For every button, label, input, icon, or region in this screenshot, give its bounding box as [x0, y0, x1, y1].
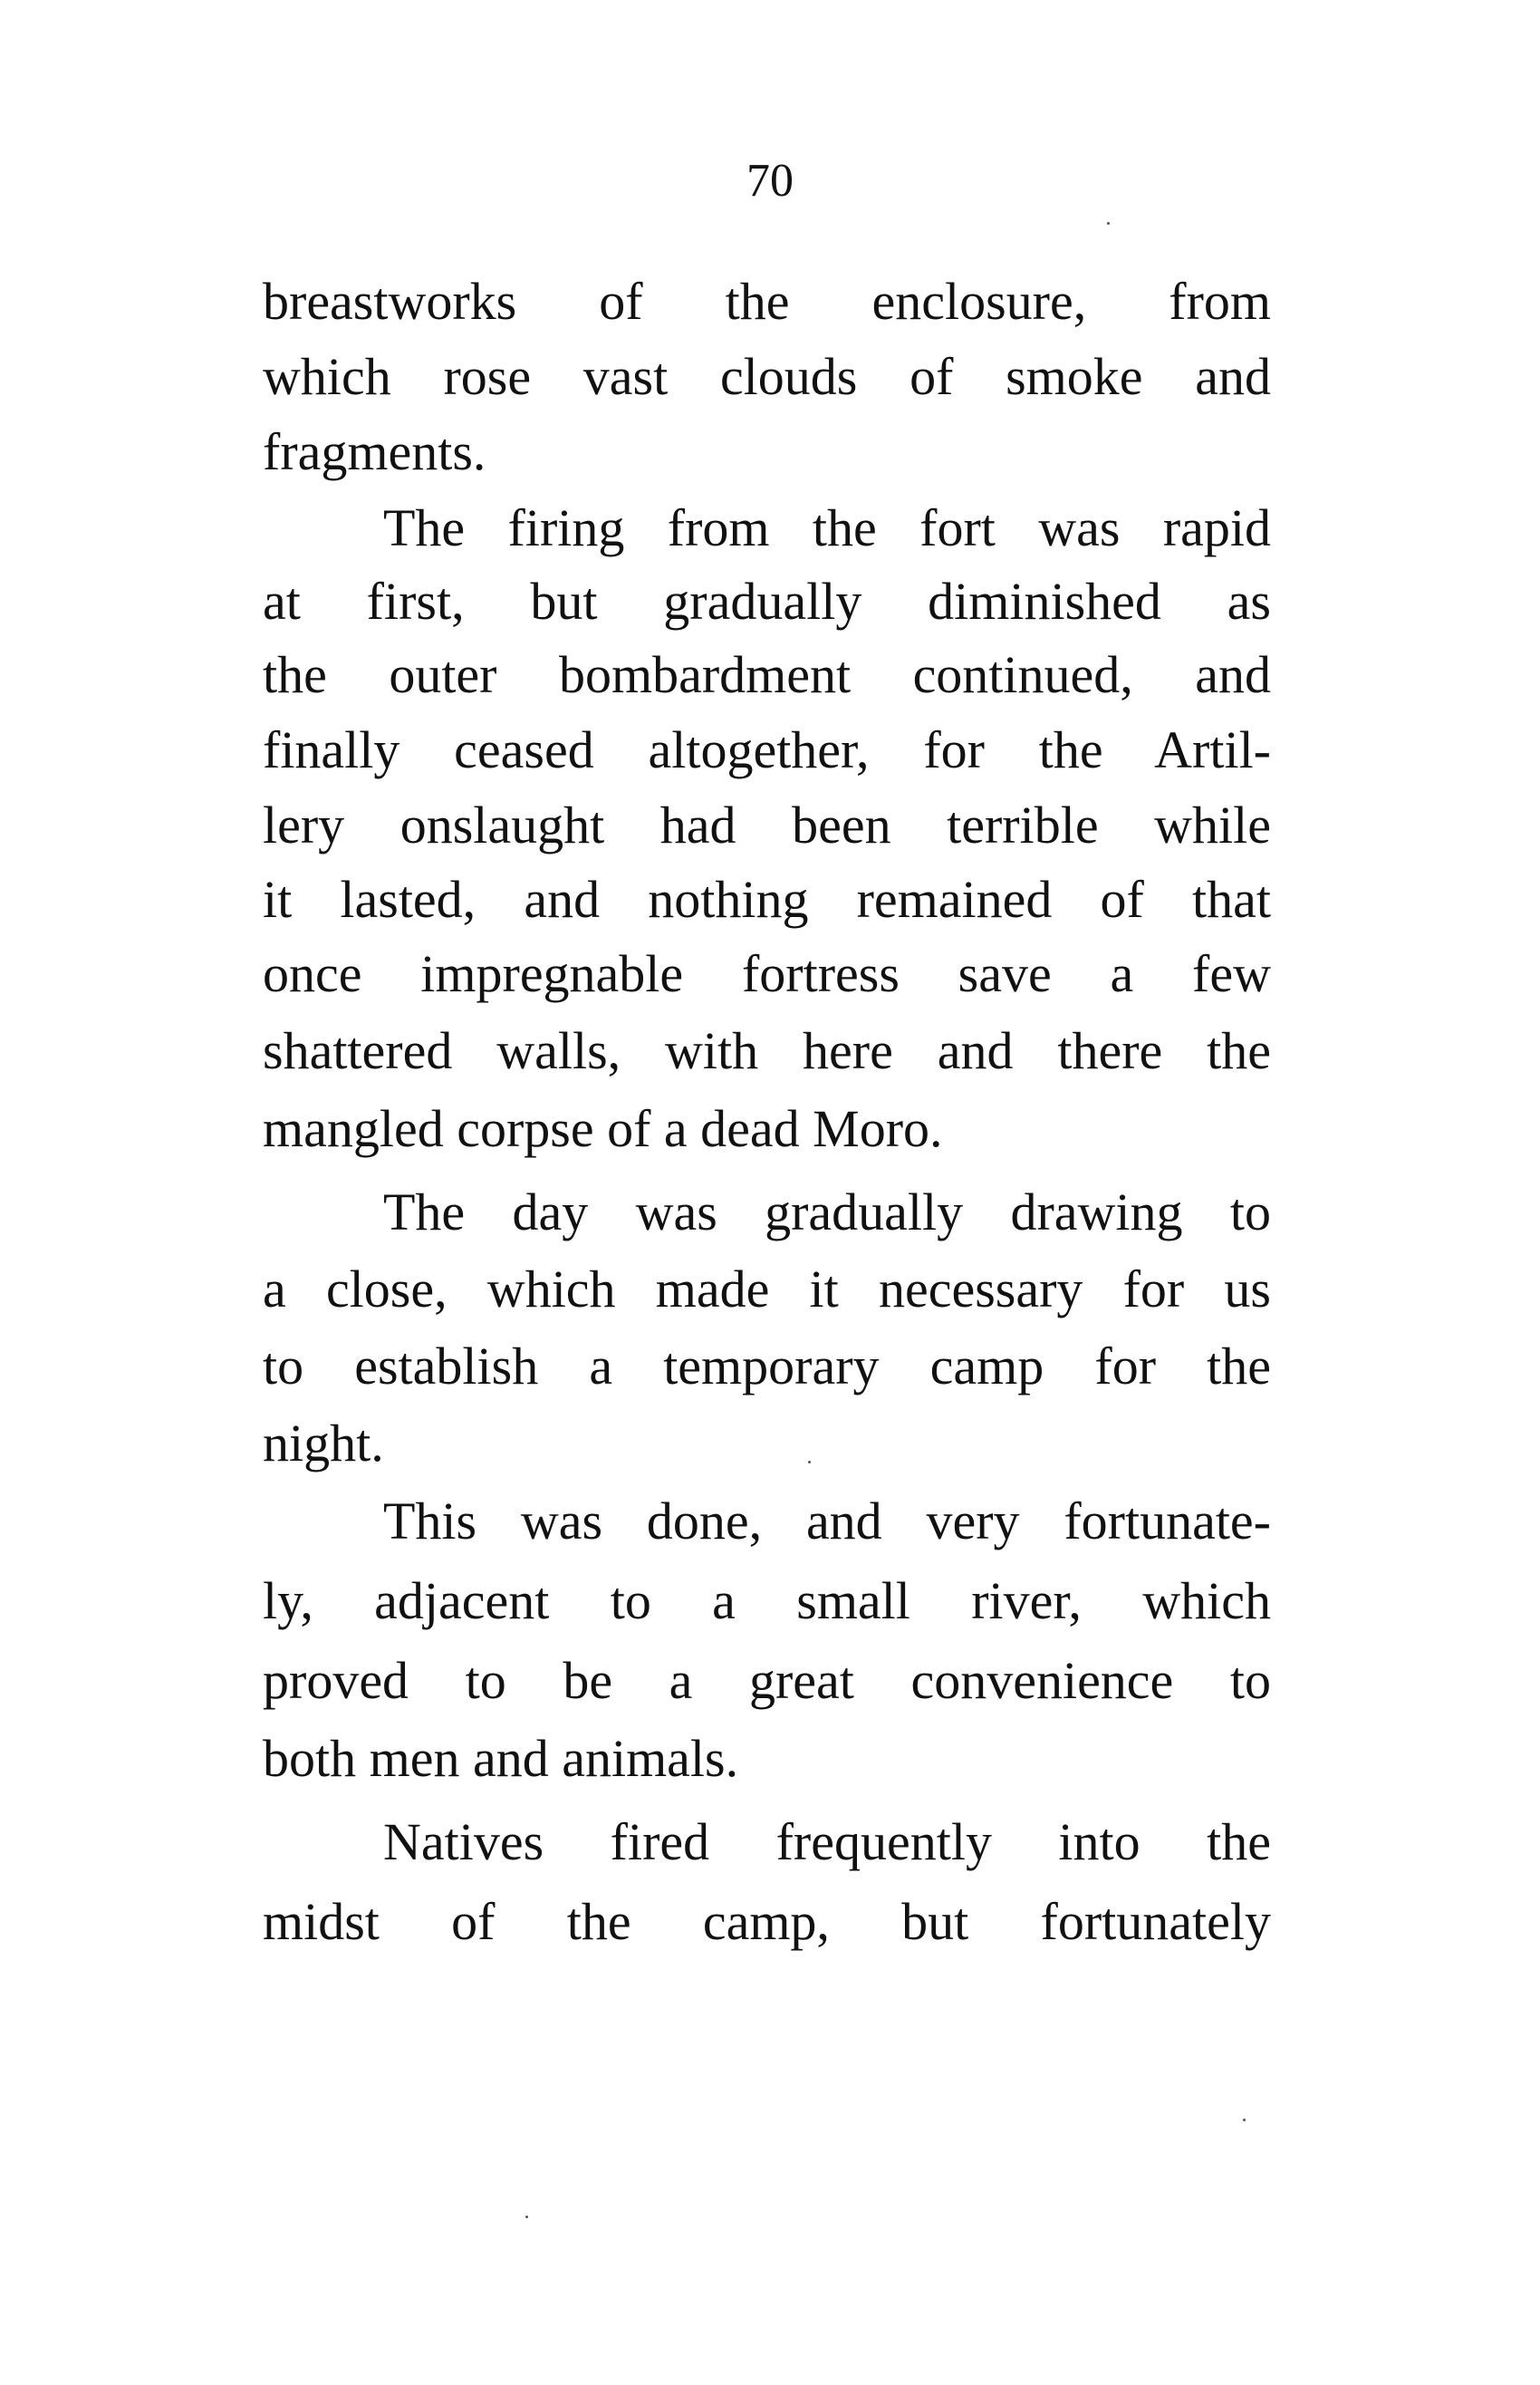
text-line: a close, which made it necessary for us: [263, 1260, 1271, 1318]
text-line: both men and animals.: [263, 1729, 739, 1788]
text-line: ly, adjacent to a small river, which: [263, 1571, 1271, 1630]
text-line: lery onslaught had been terrible while: [263, 796, 1271, 855]
text-line: to establish a temporary camp for the: [263, 1337, 1271, 1395]
text-line: mangled corpse of a dead Moro.: [263, 1099, 943, 1158]
text-line: which rose vast clouds of smoke and: [263, 347, 1271, 406]
text-line: at first, but gradually diminished as: [263, 572, 1271, 631]
text-line: This was done, and very fortunate-: [383, 1492, 1271, 1550]
scan-speck: [1107, 222, 1110, 225]
scan-speck: [1243, 2119, 1246, 2121]
scan-speck: [525, 2216, 528, 2218]
text-line: proved to be a great convenience to: [263, 1651, 1271, 1710]
scan-speck: [808, 1461, 811, 1463]
text-line: shattered walls, with here and there the: [263, 1021, 1271, 1080]
text-line: Natives fired frequently into the: [383, 1812, 1271, 1871]
text-line: fragments.: [263, 422, 486, 481]
text-line: breastworks of the enclosure, from: [263, 272, 1271, 331]
page-number: 70: [746, 155, 794, 207]
text-line: The day was gradually drawing to: [383, 1183, 1271, 1241]
text-line: the outer bombardment continued, and: [263, 645, 1271, 704]
text-line: night.: [263, 1414, 384, 1473]
text-line: midst of the camp, but fortunately: [263, 1892, 1271, 1951]
text-line: finally ceased altogether, for the Artil-: [263, 720, 1271, 779]
text-line: once impregnable fortress save a few: [263, 944, 1271, 1003]
text-line: The firing from the fort was rapid: [383, 498, 1271, 557]
text-line: it lasted, and nothing remained of that: [263, 870, 1271, 929]
